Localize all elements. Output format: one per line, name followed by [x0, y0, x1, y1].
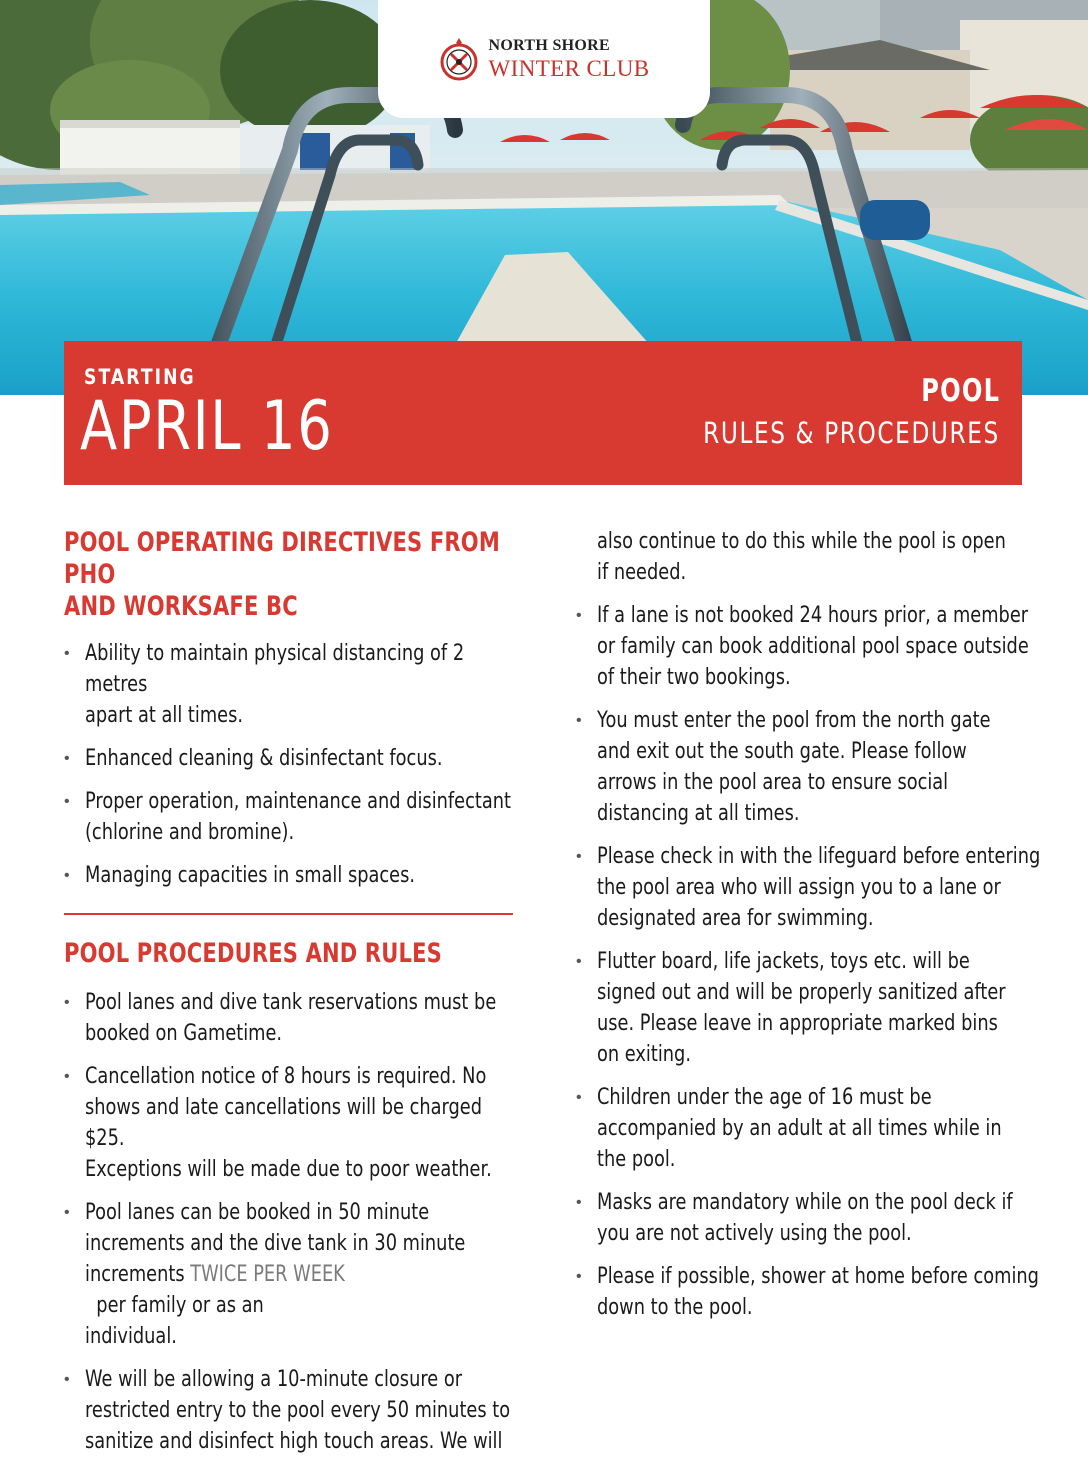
procedures-heading: POOL PROCEDURES AND RULES — [64, 938, 443, 969]
logo-line-1: NORTH SHORE — [488, 37, 610, 54]
banner-starting-label: STARTING — [84, 365, 196, 389]
list-item: • If a lane is not booked 24 hours prior, a member or family can book additional pool space outside of their two bookings. — [576, 600, 1036, 693]
list-item: • Please check in with the lifeguard before entering the pool area who will assign you to a lane or designated area for swimming. — [576, 841, 1036, 934]
list-item: • You must enter the pool from the north gate and exit out the south gate. Please follow arrows in the pool area to ensure social distancing at all times. — [576, 705, 1036, 829]
club-logo — [378, 0, 710, 118]
banner-date: APRIL 16 — [80, 387, 334, 466]
title-banner — [64, 341, 1022, 485]
list-item: • We will be allowing a 10-minute closure or restricted entry to the pool every 50 minutes to sanitize and disinfect high touch areas. We will — [64, 1364, 514, 1457]
banner-pool-label: POOL — [921, 373, 1000, 409]
logo-line-2: WINTER CLUB — [488, 56, 650, 81]
list-item: • Flutter board, life jackets, toys etc. will be signed out and will be properly sanitized after use. Please leave in appropriate marked bins on exiting. — [576, 946, 1036, 1070]
procedures-list — [64, 987, 514, 1457]
list-item: • Pool lanes and dive tank reservations must be booked on Gametime. — [64, 987, 514, 1049]
list-item: • Cancellation notice of 8 hours is required. No shows and late cancellations will be charged $25. Exceptions will be made due to poor weather. — [64, 1061, 514, 1185]
left-column — [64, 527, 514, 1457]
list-item: • Pool lanes can be booked in 50 minute increments and the dive tank in 30 minute increments TWICE PER WEEK per family or as an individual. — [64, 1197, 514, 1352]
twice-per-week-highlight: TWICE PER WEEK — [190, 1261, 345, 1287]
list-item: • Children under the age of 16 must be accompanied by an adult at all times while in the pool. — [576, 1082, 1036, 1175]
directives-list — [64, 638, 514, 891]
list-item: • Masks are mandatory while on the pool deck if you are not actively using the pool. — [576, 1187, 1036, 1249]
section-divider — [64, 913, 513, 915]
list-item: • Enhanced cleaning & disinfectant focus. — [64, 743, 514, 774]
right-column — [576, 526, 1041, 1323]
procedures-list-continued — [576, 600, 1041, 1323]
list-item: • Managing capacities in small spaces. — [64, 860, 514, 891]
directives-heading: POOL OPERATING DIRECTIVES FROM PHO AND WORKSAFE BC — [64, 527, 500, 622]
list-item: • Please if possible, shower at home before coming down to the pool. — [576, 1261, 1036, 1323]
list-item: • Proper operation, maintenance and disinfectant (chlorine and bromine). — [64, 786, 514, 848]
club-crest-icon — [439, 36, 479, 82]
continued-paragraph: also continue to do this while the pool is open if needed. — [597, 528, 1006, 585]
list-item: • Ability to maintain physical distancing of 2 metres apart at all times. — [64, 638, 514, 731]
banner-subtitle: RULES & PROCEDURES — [703, 416, 1000, 450]
